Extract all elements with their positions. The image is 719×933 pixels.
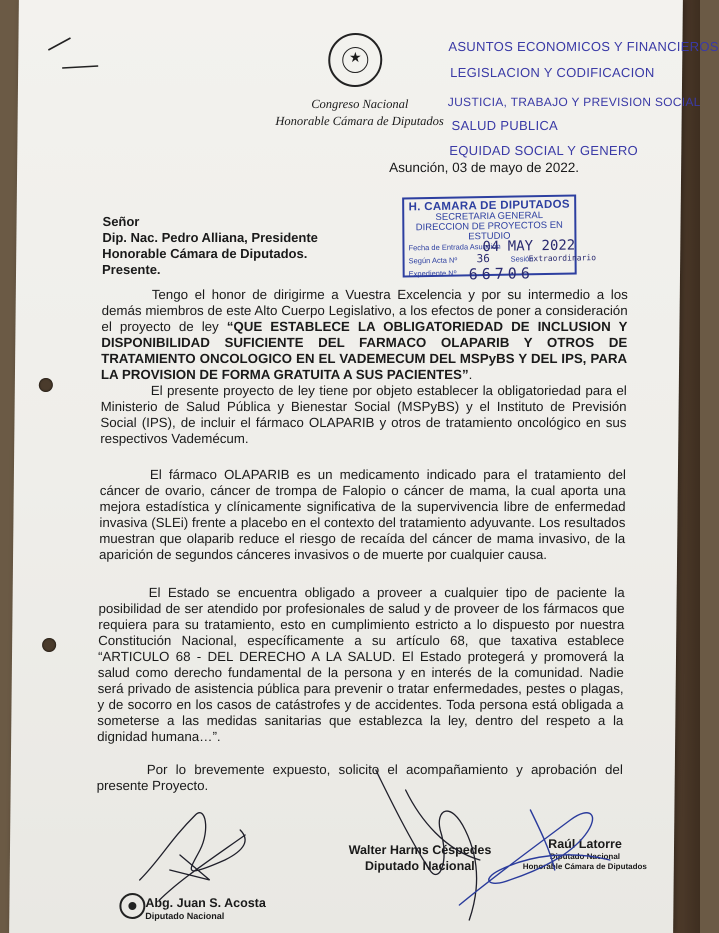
paragraph-1-end: . [468, 367, 473, 382]
signature-title-acosta: Diputado Nacional [145, 911, 225, 921]
stamp-fecha-label: Fecha de Entrada Asunción [408, 241, 501, 253]
stamp-acta-label: Según Acta Nº [408, 255, 458, 266]
stamp-row-expediente [408, 264, 571, 284]
paragraph-5 [97, 762, 623, 794]
stamp-expediente-value: 66706 [468, 264, 534, 284]
stamp-acta-value: 36 [476, 251, 490, 266]
institution-line-2: Honorable Cámara de Diputados [275, 114, 444, 128]
signature-block-latorre [510, 836, 660, 872]
addressee-block [102, 214, 318, 278]
signature-title-latorre-1: Diputado Nacional [549, 852, 621, 861]
commission-line: JUSTICIA, TRABAJO Y PREVISION SOCIAL [447, 95, 701, 109]
national-crest-icon [328, 33, 383, 87]
signature-title-harms: Diputado Nacional [364, 859, 475, 873]
stamp-subtitle-1: SECRETARIA GENERAL [435, 210, 544, 223]
commission-line: LEGISLACION Y CODIFICACION [450, 65, 655, 80]
stamp-expediente-label: Expediente Nº [408, 268, 457, 279]
institution-line-1: Congreso Nacional [311, 97, 409, 111]
signature-name-harms: Walter Harms Céspedes [348, 843, 492, 857]
commission-line: EQUIDAD SOCIAL Y GENERO [449, 143, 639, 158]
crest-star-icon: ★ [348, 49, 362, 65]
signature-name-acosta: Abg. Juan S. Acosta [145, 896, 266, 910]
stamp-sesion-value: Extraordinario [528, 253, 597, 264]
commission-line: SALUD PUBLICA [451, 118, 559, 133]
stamp-sesion-label: Sesión [510, 254, 534, 264]
stamp-fecha-value: 04 MAY 2022 [482, 237, 576, 256]
letter [9, 0, 719, 933]
paragraph-1 [101, 287, 628, 383]
punch-hole [42, 638, 56, 652]
signature-block-acosta [145, 895, 285, 921]
addressee-line-3: Honorable Cámara de Diputados. [102, 246, 308, 261]
reception-stamp [402, 194, 597, 284]
punch-hole [39, 378, 53, 392]
signature-name-latorre: Raúl Latorre [548, 837, 622, 851]
paragraph-2-text: El presente proyecto de ley tiene por objeto establecer la obligatoriedad para el Ministerio de Salud Pública y Bienestar Social (MSPyBS) y el Instituto de Previsión Social (IPS), de incluir el fármaco OLAPARIB y otros de tratamiento oncológico en sus respectivos Vademécum. [100, 383, 627, 446]
paragraph-5-text: Por lo brevemente expuesto, solicito el acompañamiento y aprobación del presente Proyecto. [96, 762, 623, 793]
signature-title-latorre-2: Honorable Cámara de Diputados [522, 862, 647, 871]
paragraph-1-bill-title: “QUE ESTABLECE LA OBLIGATORIEDAD DE INCLUSION Y DISPONIBILIDAD SUFICIENTE DEL FARMACO OLAPARIB Y OTROS DE TRATAMIENTO ONCOLOGICO EN EL VADEMECUM DEL MSPyBS Y DEL IPS, PARA LA PROVISION DE FORMA GRATUITA A SUS PACIENTES” [100, 319, 628, 382]
stamp-subtitle-2: DIRECCION DE PROYECTOS EN ESTUDIO [415, 219, 563, 243]
paragraph-2 [100, 383, 627, 447]
addressee-line-4: Presente. [101, 262, 161, 277]
paragraph-3-text: El fármaco OLAPARIB es un medicamento indicado para el tratamiento del cáncer de ovario, cáncer de trompa de Falopio o cáncer de mama, la cual aporta una mejora estadística y clínicamente significativa de la supervivencia libre de enfermedad invasiva (SLEi) frente a placebo en el contexto del tratamiento adyuvante. Los resultados muestran que olaparib reduce el riesgo de recaída del cáncer de mama invasivo, de la aparición de segundos cánceres invasivos o de muerte por cualquier causa. [98, 467, 626, 562]
paragraph-1-intro: Tengo el honor de dirigirme a Vuestra Excelencia y por su intermedio a los demás miembros de este Alto Cuerpo Legislativo, a los efectos de poner a consideración el proyecto de ley [101, 287, 628, 334]
paragraph-4-text: El Estado se encuentra obligado a proveer a cualquier tipo de paciente la posibilidad de ser atendido por profesionales de salud y de proveer de los fármacos que requiera para su tratamiento, esto en cumplimiento estricto a lo dispuesto por nuestra Constitución Nacional, específicamente a su artículo 68, que taxativa establece “ARTICULO 68 - DEL DERECHO A LA SALUD. El Estado protegerá y promoverá la salud como derecho fundamental de la persona y en interés de la comunidad. Nadie será privado de asistencia pública para prevenir o tratar enfermedades, pestes o plagas, y de socorro en los casos de catástrofes y de accidentes. Toda persona está obligada a someterse a las medidas sanitarias que establezca la ley, dentro del respeto a la dignidad humana…”. [97, 585, 625, 744]
commission-line: ASUNTOS ECONOMICOS Y FINANCIEROS [448, 39, 719, 54]
addressee-line-2: Dip. Nac. Pedro Alliana, Presidente [102, 230, 319, 245]
document-page [9, 0, 719, 933]
deputy-seal-icon [119, 893, 145, 919]
paragraph-4 [97, 585, 625, 745]
signature-block-harms [330, 842, 510, 874]
paragraph-3 [99, 467, 626, 563]
addressee-line-1: Señor [102, 214, 140, 229]
stamp-title: H. CAMARA DE DIPUTADOS [408, 198, 570, 214]
letter-date: Asunción, 03 de mayo de 2022. [389, 160, 580, 175]
